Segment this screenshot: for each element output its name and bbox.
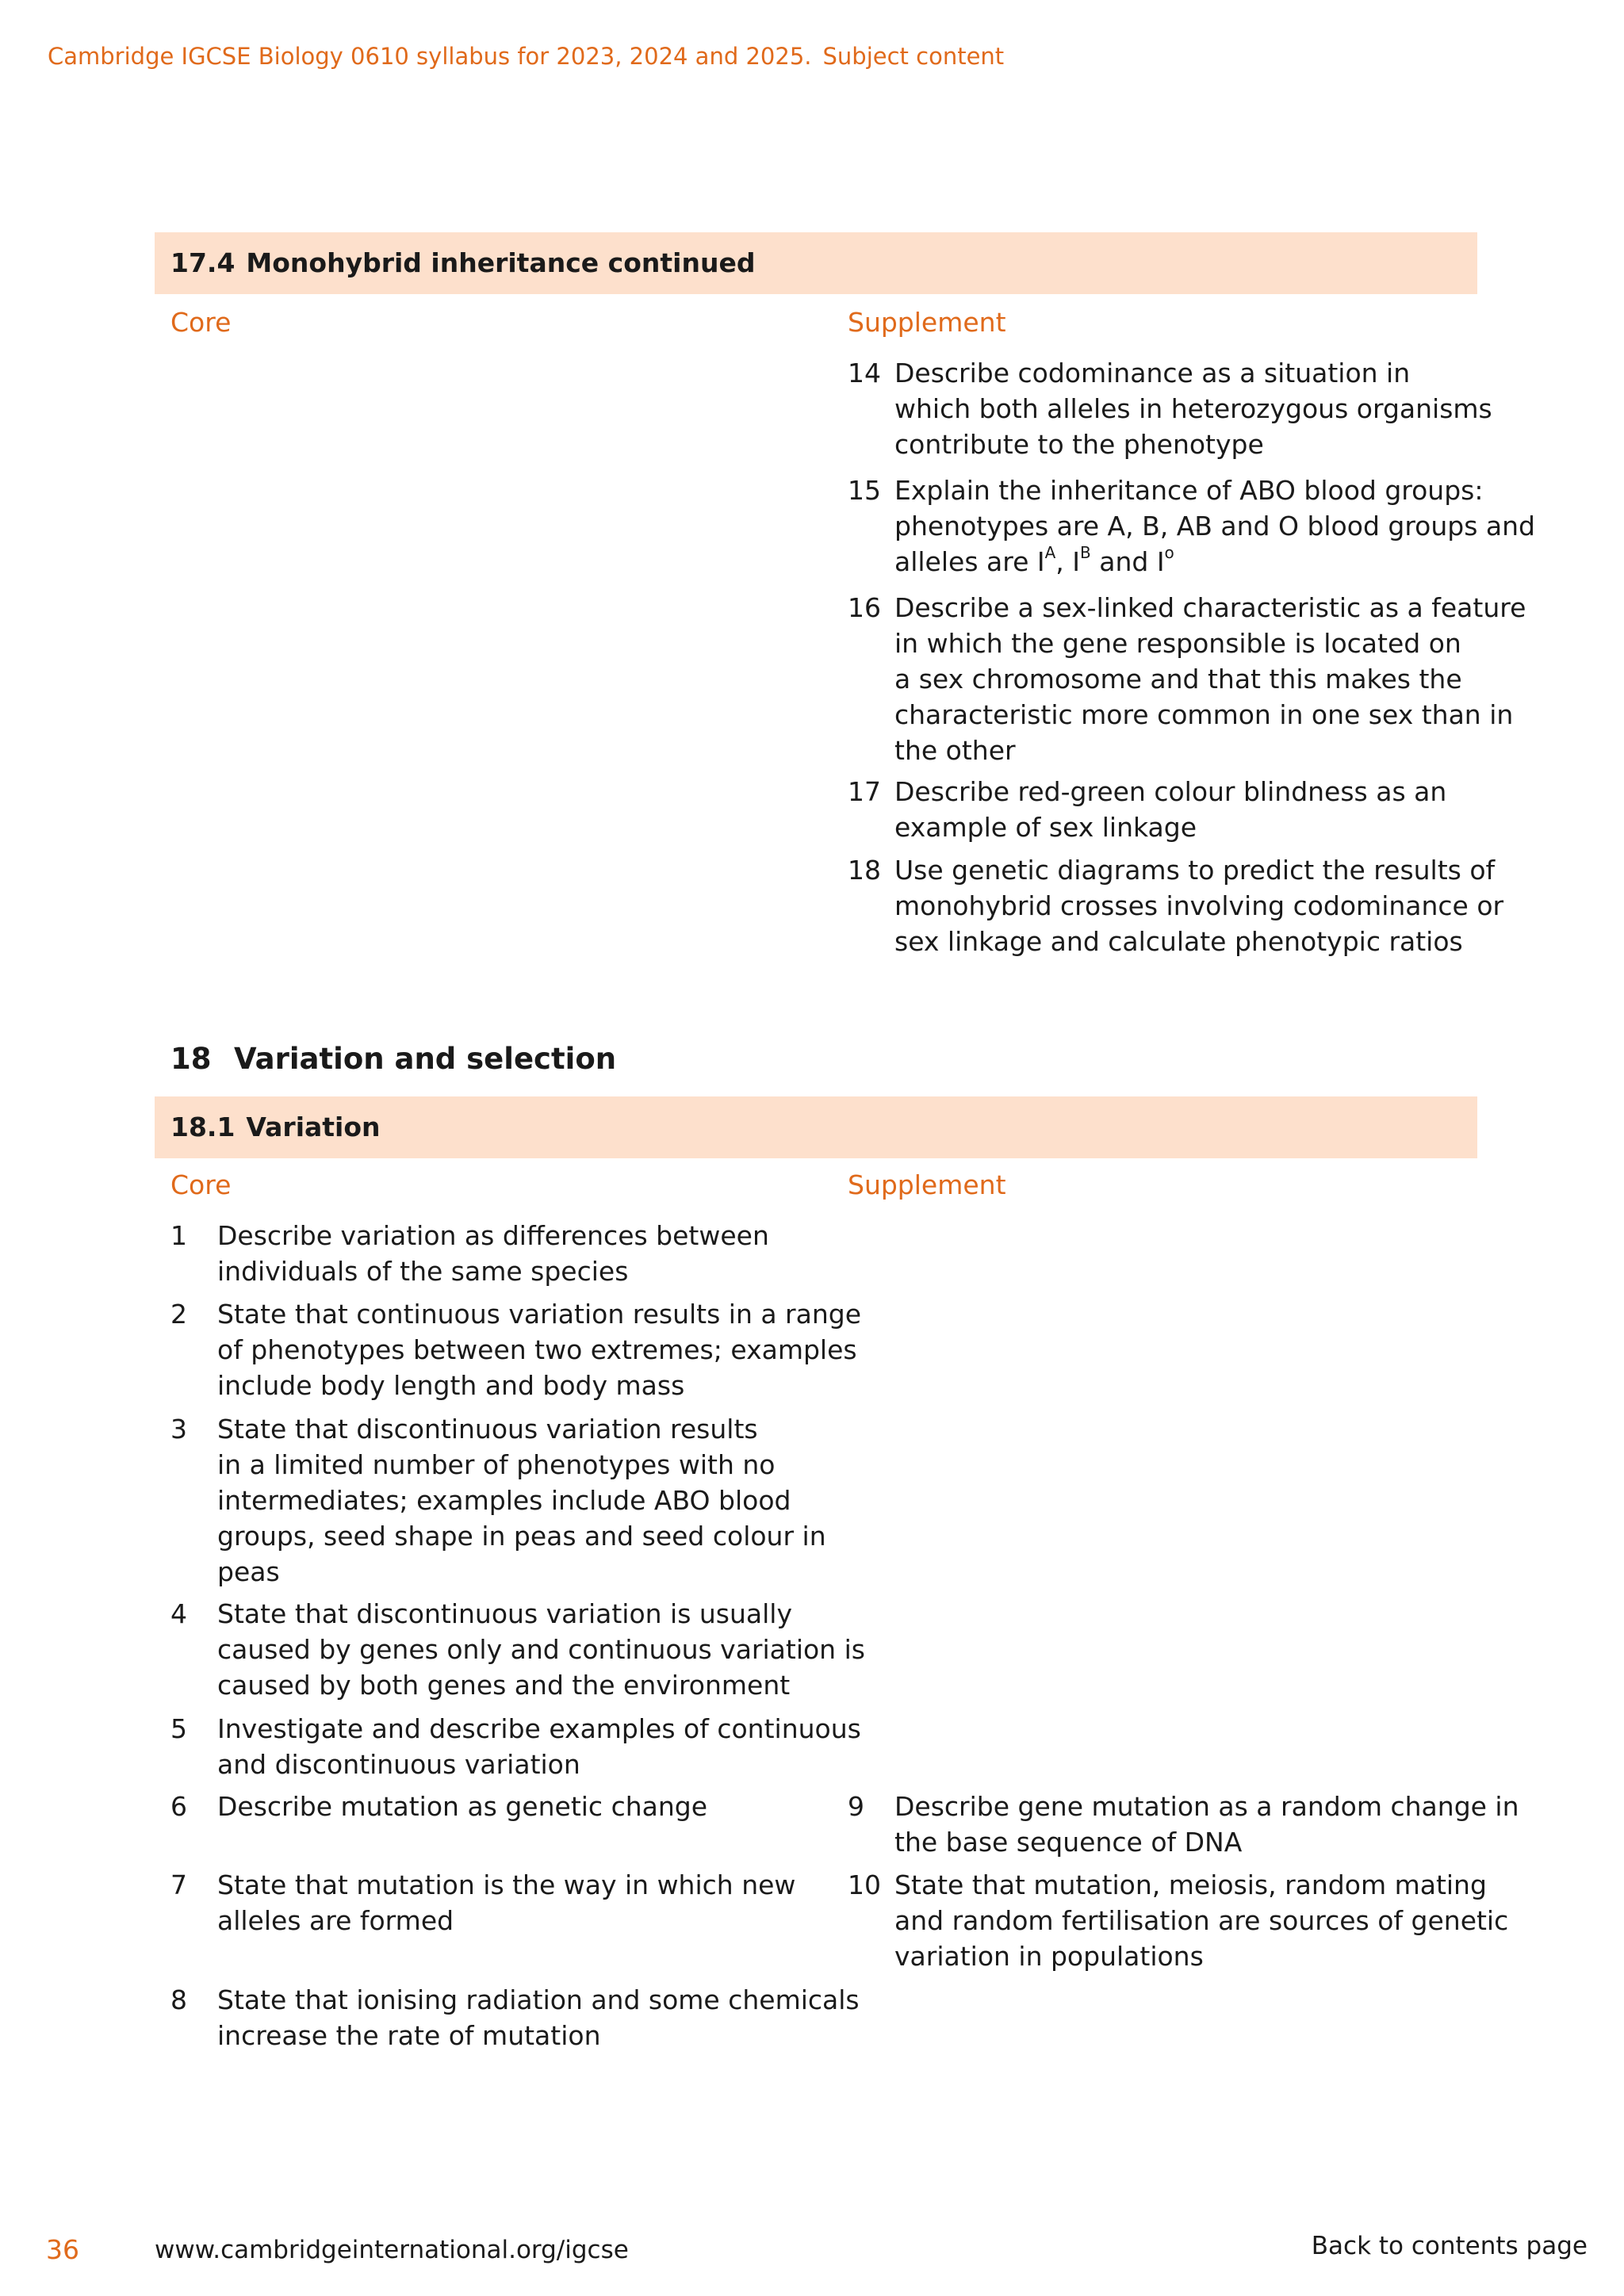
section-heading-18: 18 Variation and selection	[170, 1042, 617, 1076]
section-label: Subject content	[822, 43, 1005, 70]
running-header	[48, 43, 1004, 70]
back-to-contents-link[interactable]: Back to contents page	[1311, 2232, 1588, 2260]
topic-band-17-4	[155, 232, 1477, 294]
core-column-heading-18-1: Core	[170, 1169, 232, 1200]
topic-band-18-1	[155, 1096, 1477, 1158]
document-title: Cambridge IGCSE Biology 0610 syllabus for 2023, 2024 and 2025.	[48, 43, 812, 70]
topic-title-18-1: 18.1 Variation	[170, 1112, 381, 1142]
core-column-heading: Core	[170, 307, 232, 338]
supplement-column-heading: Supplement	[848, 307, 1006, 338]
page-number: 36	[46, 2234, 79, 2265]
alleles-line: alleles are $I^A$, $I^B$ and $I^o$	[894, 543, 1174, 577]
supplement-column-heading-18-1: Supplement	[848, 1169, 1006, 1200]
website-link[interactable]: www.cambridgeinternational.org/igcse	[155, 2236, 629, 2264]
topic-title-17-4: 17.4 Monohybrid inheritance continued	[170, 247, 756, 278]
